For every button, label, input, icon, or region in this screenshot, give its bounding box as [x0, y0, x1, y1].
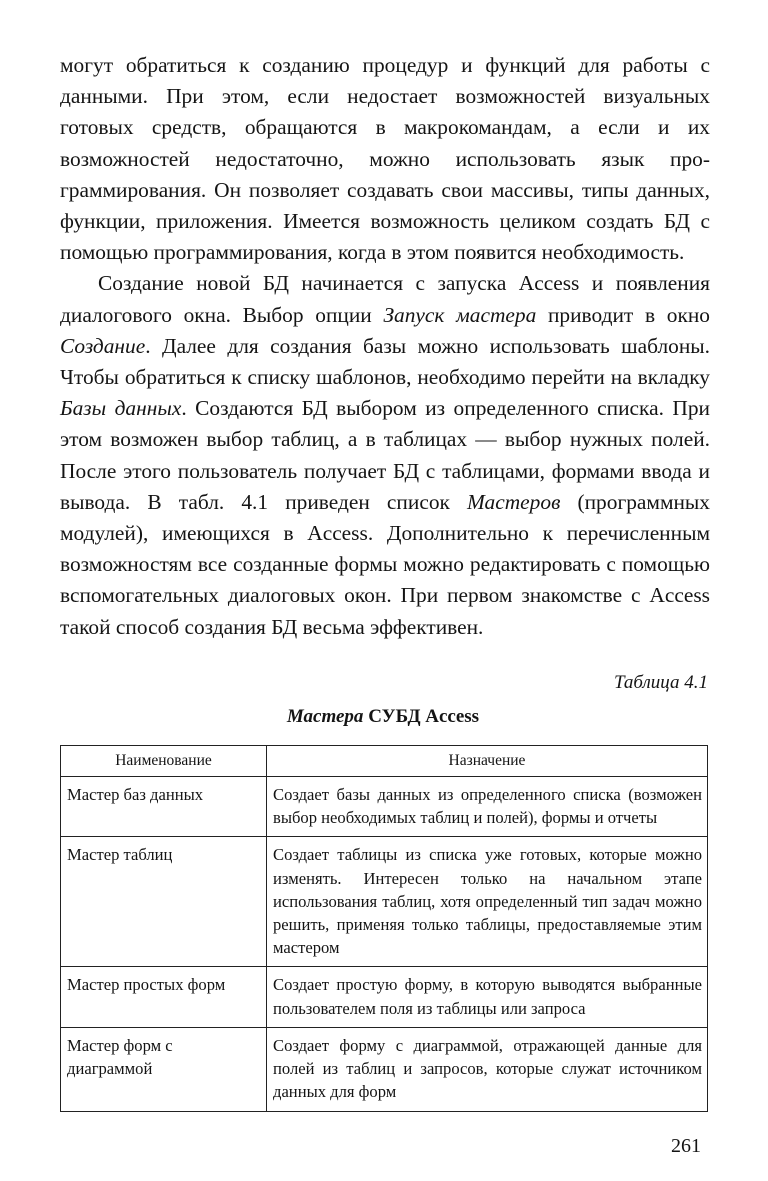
body-paragraph-2 — [60, 268, 710, 642]
column-header-name: Наименование — [61, 745, 267, 776]
body-paragraph-1: могут обратиться к созданию процедур и функций для работы с данными. При этом, если недостает возможностей визуальных готовых средств, обращаются в макрокомандам, а если и их возможностей недостаточно, можно использовать язык программирования. Он позволяет создавать свои массивы, типы данных, функции, приложения. Имеется возможность целиком создать БД с помощью программирования, когда в этом появится необходимость. — [60, 53, 710, 265]
wizard-name-cell: Мастер баз данных — [61, 777, 267, 837]
italic-term-wizard-launch: Запуск мастера — [383, 302, 537, 327]
paragraph-text: Создание новой БД начинается с запуска Access и появления диалогового окна. Выбор опции — [60, 271, 710, 327]
wizards-table — [60, 745, 708, 1112]
wizard-purpose-cell: Создает таблицы из списка уже готовых, которые можно изменять. Интересен только на начальном этапе использования таблиц, хотя определенный тип задач можно решить, применяя только таблицы, предоставляемые этим мастером — [267, 837, 708, 967]
table-title-italic: Мастера — [286, 705, 364, 727]
paragraph-text: приводит в окно — [536, 302, 710, 327]
book-page — [60, 50, 710, 1112]
wizard-name-cell: Мастер форм с диаграммой — [61, 1027, 267, 1111]
italic-term-wizards: Мастеров — [467, 489, 561, 514]
table-number-label: Таблица 4.1 — [614, 671, 708, 693]
table-title-rest: СУБД Access — [363, 705, 480, 727]
table-row — [61, 837, 708, 967]
paragraph-text: . Далее для создания базы можно использовать шаблоны. Чтобы обратиться к списку шаблонов, необходимо перейти на вкладку — [60, 333, 710, 390]
wizard-purpose-cell: Создает форму с диаграммой, отражающей данные для полей из таблиц и запросов, которые служат источником данных для форм — [267, 1027, 708, 1111]
wizard-purpose-cell: Создает базы данных из определенного списка (возможен выбор необходимых таблиц и полей), формы и отчеты — [267, 777, 708, 837]
table-title — [56, 706, 710, 728]
paragraph-text: . Создаются БД выбором из определенного списка. При этом возможен выбор таблиц, а в таблицах — выбор нужных полей. После этого пользователь получает БД с таблицами, формами ввода и вывода. В табл. 4.1 приведен список — [60, 396, 710, 514]
italic-term-create: Создание — [60, 333, 146, 358]
wizard-name-cell: Мастер таблиц — [61, 837, 267, 967]
table-row — [61, 967, 708, 1027]
table-header-row — [61, 745, 708, 776]
italic-term-databases-tab: Базы данных — [60, 396, 182, 421]
wizard-purpose-cell: Создает простую форму, в которую выводятся выбранные пользователем поля из таблицы или запроса — [267, 967, 708, 1027]
paragraph-text: (программных модулей), имеющихся в Access. Дополнительно к перечисленным возможностям все созданные формы можно редактировать с помощью вспомогательных диалоговых окон. При первом знакомстве с Access такой способ создания БД весьма эффективен. — [60, 489, 710, 639]
column-header-purpose: Назначение — [267, 745, 708, 776]
page-number: 261 — [671, 1135, 701, 1157]
wizard-name-cell: Мастер простых форм — [61, 967, 267, 1027]
table-row — [61, 1027, 708, 1111]
table-row — [61, 777, 708, 837]
